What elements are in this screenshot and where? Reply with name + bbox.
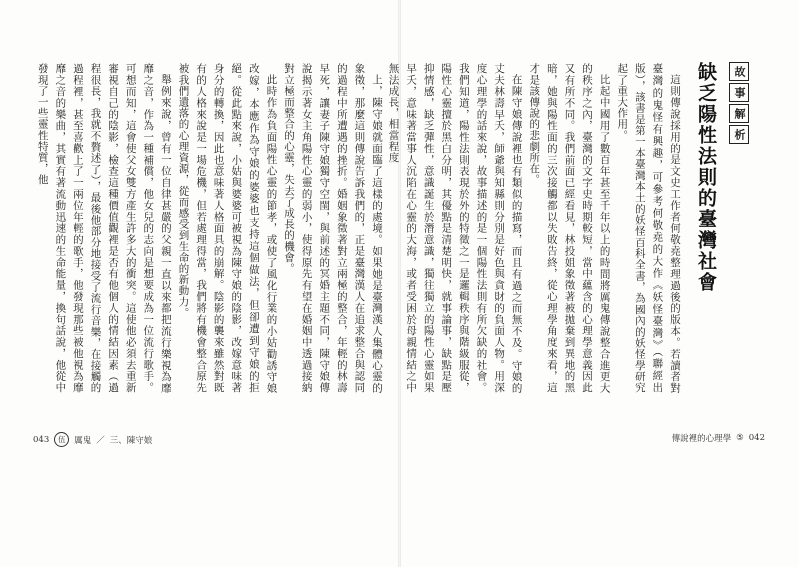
left-paragraph-3: 舉例來說，曾有一位自律甚嚴的父親一直以來都把流行樂視為靡靡之音，作為一種補償，他女兒的志向是想要成為一位流行歌手。可想而知，這會使父女雙方產生許多大的衝突。這使他必須去重新審視自己的陰影，檢查這種價值觀裡是否有他個人的情結因素（過程很長，我就不贅述了），最後他部分地接受了流行音樂，在接觸的過程裡，甚至喜歡上了一兩位年輕的歌手，他發現那些被他視為靡靡之音的樂曲，其實有著流動迅速的生命能量，換句話說，他從中發現了一些靈性特質，他 (36, 63, 172, 393)
right-page-number: 042 (748, 433, 765, 443)
right-paragraph-3: 在陳守娘傳說裡也有類似的描寫，而且有過之而無不及。守娘的丈夫林壽早夭，師爺與知縣則分別是好色與貪財的負面人物。用深度心理學的話來說，故事描述的是一個陽性法則有所欠缺的社會。我們知道，陽性法則表現於外的特徵之一是邏輯秩序與階級服從，陽性心靈擅於黑白分明，其優點是清楚明快，就事論事，缺點是壓抑情感，缺乏彈性，意識誕生於潛意識，獨往獨立的陽性心靈如果早夭，意味著當事人沉陷在心靈的大海，或者受困於母親情結之中無法成長，相當程度 (387, 63, 523, 393)
section-title: 三、陳守娘 (109, 435, 153, 446)
footer-separator: ／ (96, 435, 105, 446)
right-paragraph-1: 這則傳說採用的是文史工作者何敬堯整理過後的版本。若讀者對臺灣的鬼怪有興趣，可參考何敬堯的大作《妖怪臺灣》（聯經出版），該書是第一本臺灣本土的妖怪百科全書，為國內的妖怪學研究起了重大作用。 (616, 63, 681, 393)
chapter-title: 厲鬼 (74, 435, 92, 446)
left-page-number: 043 (33, 434, 50, 445)
tag-char: 解 (729, 104, 749, 123)
story-analysis-tag (729, 62, 749, 146)
chapter-mark: 伍 (54, 432, 69, 447)
left-page-footer (33, 432, 152, 447)
book-title: 傳說裡的心理學 (671, 434, 732, 444)
tag-char: 故 (729, 62, 749, 81)
left-page (0, 0, 399, 567)
left-paragraph-1: 上，陳守娘就面臨了這樣的處境。如果她是臺灣漢人集體心靈的象徵，那麼這則傳說告訴我們的，正是臺灣漢人在追求整合與認同的過程中所遭遇的挫折。婚姻象徵著對立兩極的整合，年輕的林壽早死，讓妻子陳守娘獨守空閨，與前述的冥婚主題不同，陳守娘傳說揭示著女主角陽性心靈的弱小，使得原先有望在婚姻中透過接納對立極而整合的心靈，失去了成長的機會。 (283, 63, 383, 393)
right-page-body (387, 63, 683, 393)
volume-mark: ⑤ (736, 433, 744, 443)
section-heading: 缺乏陽性法則的臺灣社會 (695, 62, 717, 293)
right-page (387, 0, 799, 567)
tag-char: 析 (729, 125, 749, 144)
right-page-footer (672, 432, 765, 444)
left-page-body (35, 63, 385, 393)
right-paragraph-2: 比起中國用了數百年甚至千年以上的時間將厲鬼傳說整合進更大的秩序之內，臺灣的文字史時期較短，當中蘊含的心理學意義因此又有所不同。我們前面已經看見，林投姐象徵著被拋棄到異地的黑暗，她與陽性面的三次接觸都以失敗告終，從心理學角度來看，這才是該傳說的悲劇所在。 (528, 63, 611, 393)
left-paragraph-2: 此時作為負面陽性心靈的節孝，或使了風化行業的小姑勸誘守娘改嫁，本應作為守娘的婆婆也支持這個做法，但卻遭到守娘的拒絕。從此點來說，小姑與婆婆可被視為陳守娘的陰影，改嫁意味著身分的轉換，因此也意味著人格面具的崩解。陰影的襲來雖然對既有的人格來說是一場危機，但若處理得當，我們將有機會整合原先被我們遺落的心理資源，從而感受到生命的新動力。 (177, 63, 278, 393)
tag-char: 事 (729, 83, 749, 102)
